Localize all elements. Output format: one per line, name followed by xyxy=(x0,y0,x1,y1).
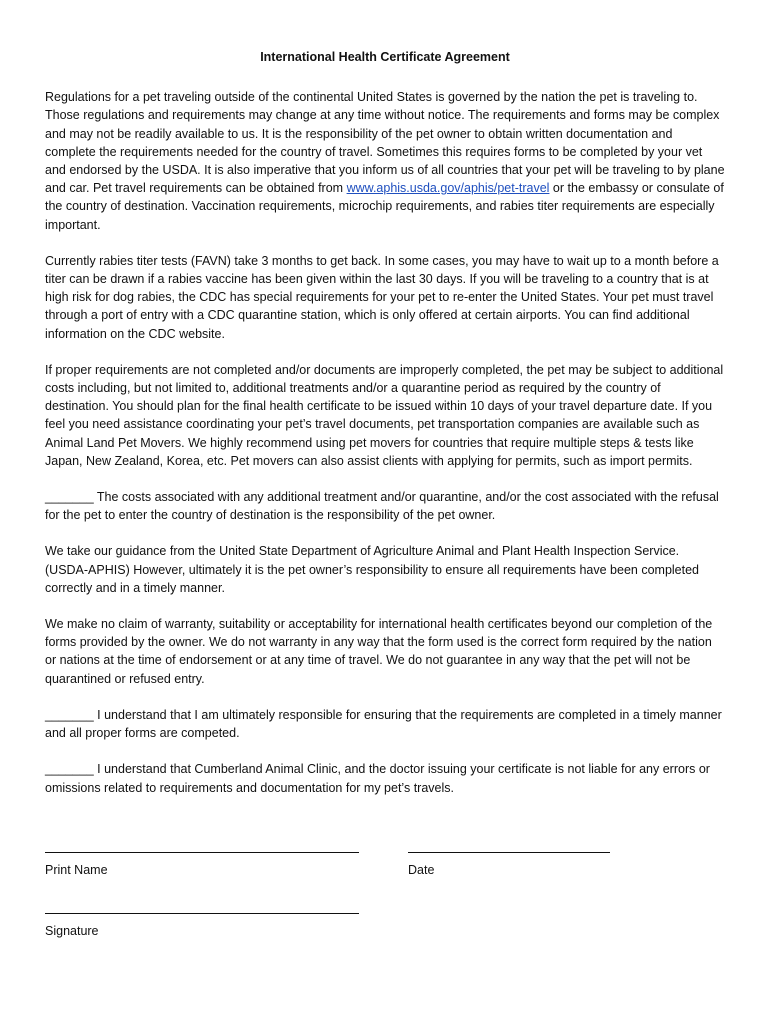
date-line[interactable] xyxy=(408,852,610,853)
print-name-label: Print Name xyxy=(45,863,108,877)
document-body xyxy=(45,48,725,815)
document-title: International Health Certificate Agreement xyxy=(260,50,510,64)
paragraph-usda-guidance: We take our guidance from the United State Department of Agriculture Animal and Plant Health Inspection Service. (USDA-APHIS) However, ultimately it is the pet owner’s responsibility to ensure all requirements have been completed correctly and in a timely manner. xyxy=(45,544,700,595)
date-label: Date xyxy=(408,863,435,877)
paragraph-requirements: If proper requirements are not completed and/or documents are improperly completed, the pet may be subject to additional costs including, but not limited to, additional treatments and/or a quarantine period as required by the country of destination. You should plan for the final health certificate to be issued within 10 days of your travel departure date. If you feel you need assistance coordinating your pet’s travel documents, pet transportation companies are available such as Animal Land Pet Movers. We highly recommend using pet movers for countries that require multiple steps & tests like Japan, New Zealand, Korea, etc. Pet movers can also assist clients with applying for permits, such as import permits. xyxy=(45,362,724,468)
paragraph-regulations xyxy=(45,88,725,234)
aphis-pet-travel-link[interactable]: www.aphis.usda.gov/aphis/pet-travel xyxy=(346,181,550,196)
print-name-line[interactable] xyxy=(45,852,359,853)
signature-field[interactable] xyxy=(45,913,359,938)
initial-responsibility-acknowledgement[interactable]: _______ I understand that I am ultimately responsible for ensuring that the requirements are completed in a timely manner and all proper forms are competed. xyxy=(45,707,722,741)
print-name-field[interactable] xyxy=(45,852,359,877)
paragraph-rabies-titer: Currently rabies titer tests (FAVN) take 3 months to get back. In some cases, you may have to wait up to a month before a titer can be drawn if a rabies vaccine has been given within the last 30 days. If you will be traveling to a country that is at high risk for dog rabies, the CDC has special requirements for your pet to re-enter the United States. Your pet must travel through a port of entry with a CDC quarantine station, which is only offered at certain airports. You can find additional information on the CDC website. xyxy=(45,253,719,341)
signature-label: Signature xyxy=(45,924,99,938)
initial-costs-acknowledgement[interactable]: _______ The costs associated with any additional treatment and/or quarantine, and/or the cost associated with the refusal for the pet to enter the country of destination is the responsibility of the pet owner. xyxy=(45,490,719,523)
paragraph-regulations-text-end: or the embassy or consulate of the country of destination. Vaccination requirements, microchip requirements, and rabies titer requirements are especially important. xyxy=(45,181,724,232)
date-field[interactable] xyxy=(408,852,610,877)
paragraph-warranty: We make no claim of warranty, suitability or acceptability for international health certificates beyond our completion of the forms provided by the owner. We do not warranty in any way that the form used is the correct form required by the nation or nations at the time of endorsement or at any time of travel. We do not guarantee in any way that the pet will not be quarantined or refused entry. xyxy=(45,617,713,686)
signature-line[interactable] xyxy=(45,913,359,914)
paragraph-regulations-text: Regulations for a pet traveling outside of the continental United States is governed by the nation the pet is traveling to. Those regulations and requirements may change at any time without notice. The requirements and forms may be complex and may not be readily available to us. It is the responsibility of the pet owner to obtain written documentation and complete the requirements needed for the country of travel. Sometimes this requires forms to be completed by your vet and endorsed by the USDA. It is also imperative that you inform us of all countries that your pet will be traveling to by plane and car. Pet travel requirements can be obtained from xyxy=(45,90,725,196)
initial-liability-acknowledgement[interactable]: _______ I understand that Cumberland Animal Clinic, and the doctor issuing your certificate is not liable for any errors or omissions related to requirements and documentation for my pet’s travels. xyxy=(45,762,710,795)
